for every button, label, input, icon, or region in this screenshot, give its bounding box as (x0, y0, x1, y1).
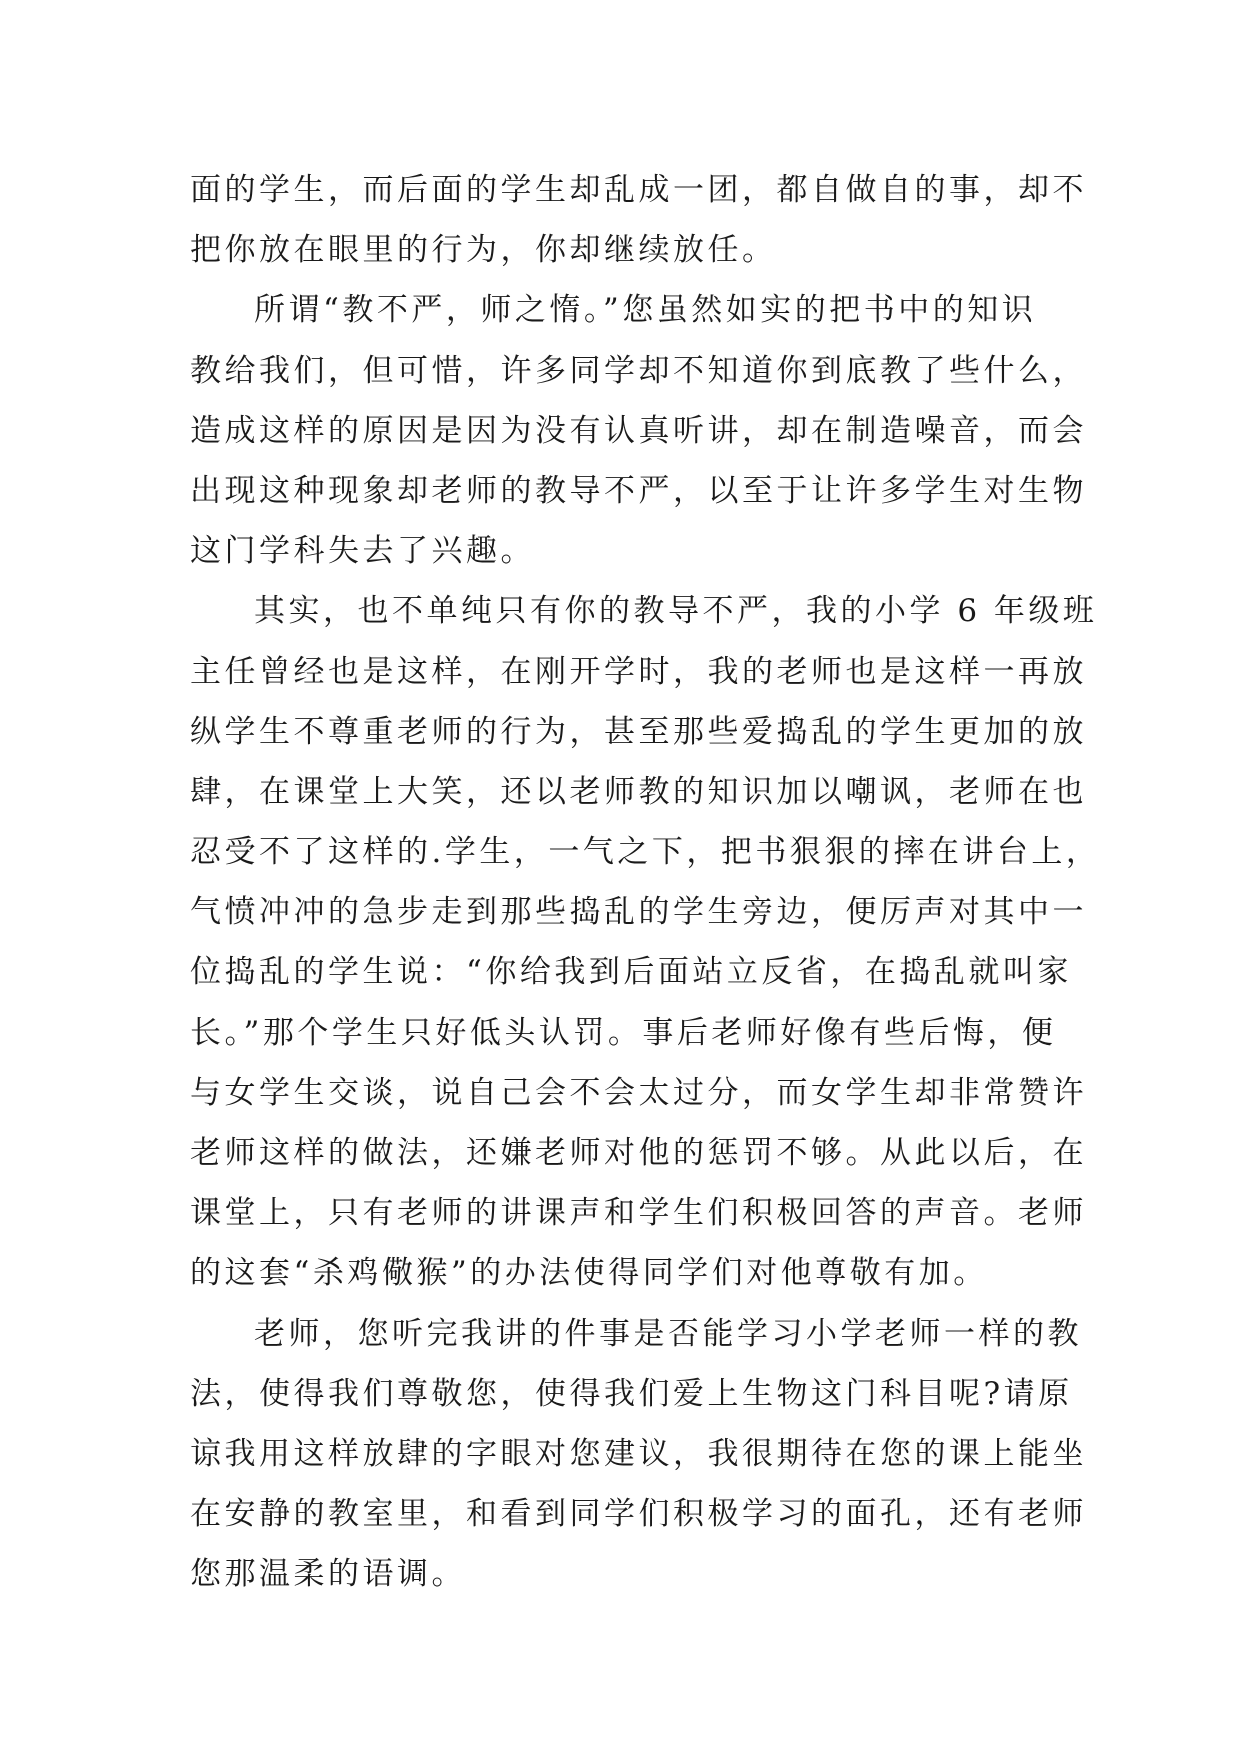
text-line: 这门学科失去了兴趣。 (190, 533, 535, 570)
text-line: 课堂上，只有老师的讲课声和学生们积极回答的声音。老师 (190, 1195, 1087, 1232)
text-line: 造成这样的原因是因为没有认真听讲，却在制造噪音，而会 (190, 412, 1087, 449)
text-line: 气愤冲冲的急步走到那些捣乱的学生旁边，便厉声对其中一 (190, 894, 1087, 931)
text-line: 的这套“杀鸡儆猴”的办法使得同学们对他尊敬有加。 (190, 1255, 988, 1292)
text-line: 谅我用这样放肆的字眼对您建议，我很期待在您的课上能坐 (190, 1435, 1087, 1472)
text-line: 法，使得我们尊敬您，使得我们爱上生物这门科目呢?请原 (190, 1375, 1073, 1412)
text-line: 与女学生交谈，说自己会不会太过分，而女学生却非常赞许 (190, 1074, 1087, 1111)
text-line: 面的学生，而后面的学生却乱成一团，都自做自的事，却不 (190, 172, 1087, 208)
text-line: 把你放在眼里的行为，你却继续放任。 (190, 232, 777, 269)
text-line: 老师这样的做法，还嫌老师对他的惩罚不够。从此以后，在 (190, 1135, 1087, 1171)
document-body (190, 160, 1101, 1605)
text-line: 您那温柔的语调。 (190, 1556, 466, 1593)
paragraph-first-line: 所谓“教不严，师之惰。”您虽然如实的把书中的知识 (254, 292, 1037, 329)
text-line: 在安静的教室里，和看到同学们积极学习的面孔，还有老师 (190, 1496, 1087, 1533)
text-line: 主任曾经也是这样，在刚开学时，我的老师也是这样一再放 (190, 653, 1087, 690)
text-line: 教给我们，但可惜，许多同学却不知道你到底教了些什么， (190, 352, 1087, 389)
paragraph-first-line: 老师，您听完我讲的件事是否能学习小学老师一样的教 (254, 1315, 1082, 1352)
paragraph-first-line: 其实，也不单纯只有你的教导不严，我的小学 6 年级班 (254, 593, 1098, 630)
text-line: 出现这种现象却老师的教导不严，以至于让许多学生对生物 (190, 472, 1087, 509)
text-line: 长。”那个学生只好低头认罚。事后老师好像有些后悔，便 (190, 1014, 1057, 1051)
text-line: 忍受不了这样的.学生，一气之下，把书狠狠的摔在讲台上， (190, 834, 1101, 871)
text-line: 位捣乱的学生说：“你给我到后面站立反省，在捣乱就叫家 (190, 954, 1072, 991)
text-line: 纵学生不尊重老师的行为，甚至那些爱捣乱的学生更加的放 (190, 713, 1087, 750)
text-line: 肆，在课堂上大笑，还以老师教的知识加以嘲讽，老师在也 (190, 773, 1087, 810)
